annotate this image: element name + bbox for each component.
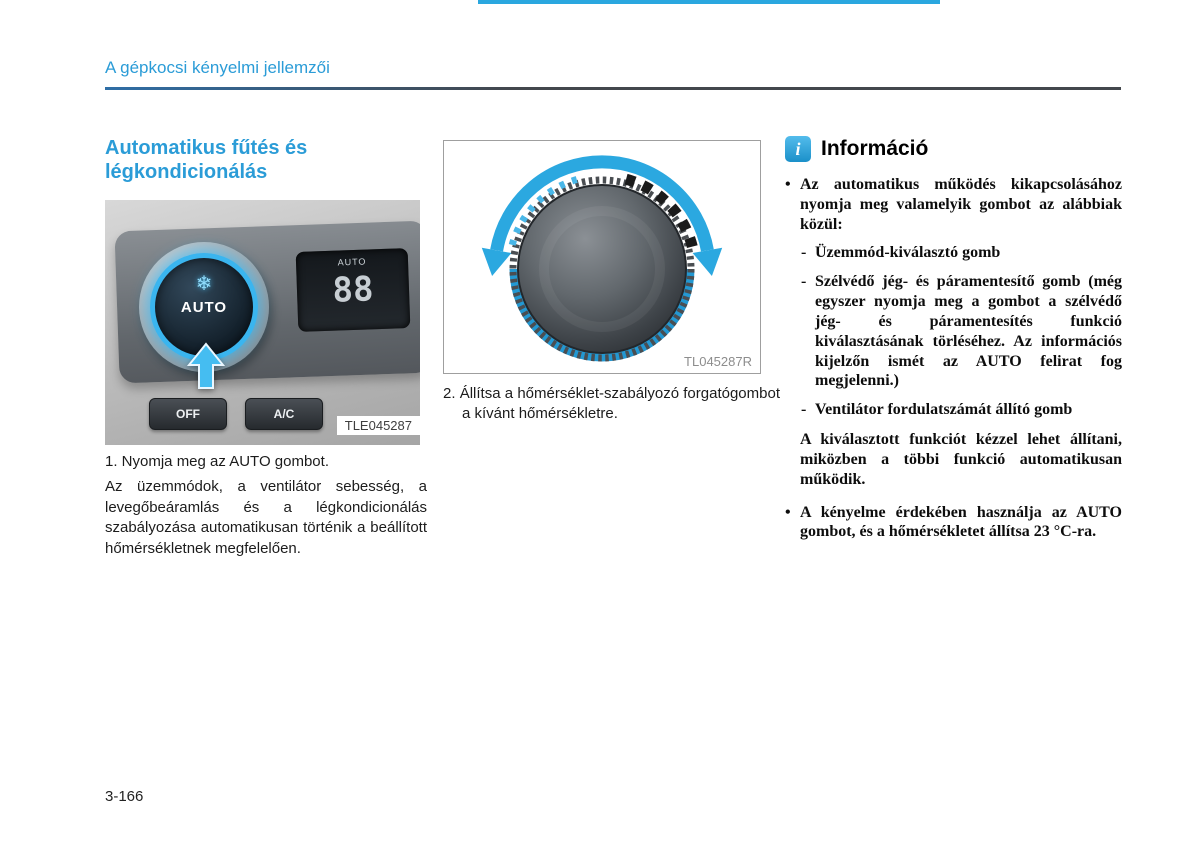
- figure-code-label: TLE045287: [337, 416, 420, 435]
- rotation-arrowhead-left: [482, 248, 512, 276]
- info-title: Információ: [821, 137, 929, 160]
- snowflake-icon: ❄: [195, 273, 213, 295]
- info-header: [785, 136, 1122, 162]
- display-digits: 88: [331, 269, 375, 311]
- info-paragraph: A kiválasztott funkciót kézzel lehet állítani, miközben a többi funkció automatikusan működik.: [800, 431, 1122, 488]
- off-button-photo: OFF: [149, 398, 227, 430]
- display-auto-label: AUTO: [337, 256, 367, 268]
- info-subitem-fan: - Ventilátor fordulatszámát állító gomb: [785, 400, 1122, 420]
- auto-button-label: AUTO: [180, 299, 228, 316]
- top-edge-rule: [478, 0, 940, 4]
- header-rule: [105, 87, 1121, 90]
- step-2-caption: 2. Állítsa a hőmérséklet-szabályozó forgatógombot a kívánt hőmérsékletre.: [443, 385, 780, 423]
- info-subitem-defrost: - Szélvédő jég- és páramentesítő gomb (még egyszer nyomja meg a gombot a szélvédő jég- és páramentesítés funkció kiválasztásának törléséhez. Az információs kijelzőn ismét az AUTO felirat fog megjelenni.): [785, 272, 1122, 391]
- info-bullet-2: • A kényelme érdekében használja az AUTO gombot, és a hőmérsékletet állítsa 23 °C-ra.: [785, 503, 1122, 543]
- temperature-knob-drawing: [444, 141, 760, 371]
- panel-button-row: [149, 398, 323, 430]
- climate-display: [296, 248, 411, 332]
- body-paragraph: Az üzemmódok, a ventilátor sebesség, a levegőbeáramlás és a légkondicionálás szabályozása automatikusan történik a beállított hőmérsékletnek megfelelően.: [105, 478, 427, 558]
- page-number: 3-166: [105, 788, 144, 805]
- up-arrow-icon: [187, 342, 225, 390]
- info-section: [785, 136, 1122, 551]
- info-icon: i: [785, 136, 811, 162]
- figure-code-label: TL045287R: [684, 354, 752, 369]
- info-bullet-1: • Az automatikus működés kikapcsolásához nyomja meg valamelyik gombot az alábbiak közül:: [785, 175, 1122, 234]
- step-1-caption: 1. Nyomja meg az AUTO gombot.: [105, 453, 329, 470]
- info-subitem-mode: - Üzemmód-kiválasztó gomb: [785, 243, 1122, 263]
- section-breadcrumb: A gépkocsi kényelmi jellemzői: [105, 58, 330, 77]
- article-title: [105, 137, 307, 184]
- rotation-arrowhead-right: [693, 248, 723, 276]
- figure-temperature-knob: [443, 140, 761, 374]
- article-title-line1: Automatikus fűtés és: [105, 137, 308, 159]
- article-title-line2: légkondicionálás: [105, 160, 268, 183]
- figure-climate-control-panel: [105, 200, 420, 445]
- info-body: [785, 175, 1122, 542]
- ac-button-photo: A/C: [245, 398, 323, 430]
